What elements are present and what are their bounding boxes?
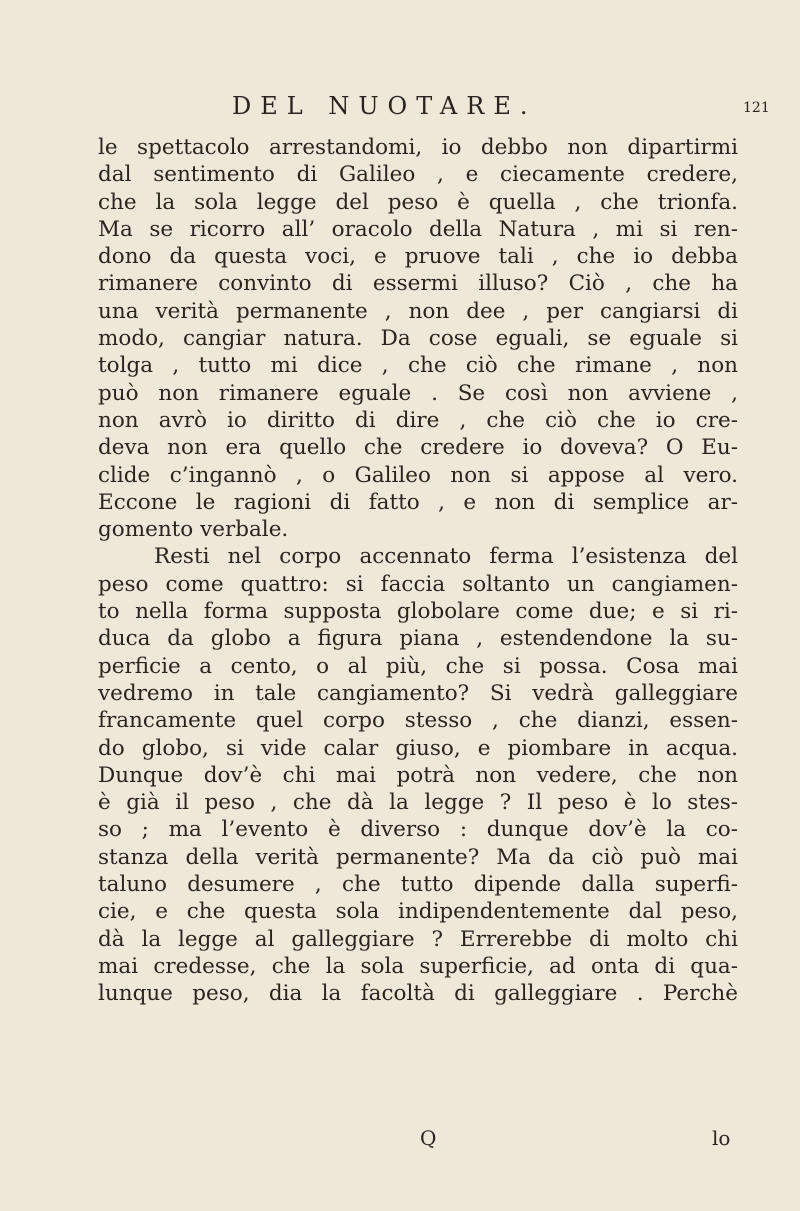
signature-mark: Q	[420, 1126, 437, 1150]
text-line: Resti nel corpo accennato ferma l’esistenza del	[154, 544, 738, 570]
paragraph	[98, 134, 738, 543]
text-line: francamente quel corpo stesso , che dianzi, essen-	[98, 708, 738, 734]
text-line: una verità permanente , non dee , per cangiarsi di	[98, 298, 738, 324]
text-line: Ma se ricorro all’ oracolo della Natura , mi si ren-	[98, 216, 738, 242]
text-line: che la sola legge del peso è quella , che trionfa.	[98, 189, 738, 215]
text-line: dal sentimento di Galileo , e ciecamente credere,	[98, 162, 738, 188]
page-header	[0, 92, 800, 126]
catchword: lo	[712, 1126, 731, 1150]
text-line: tolga , tutto mi dice , che ciò che rimane , non	[98, 353, 738, 379]
text-line: lunque peso, dia la facoltà di galleggiare . Perchè	[98, 981, 738, 1007]
text-line: dono da questa voci, e pruove tali , che io debba	[98, 244, 738, 270]
text-line: cie, e che questa sola indipendentemente dal peso,	[98, 899, 738, 925]
text-line: le spettacolo arrestandomi, io debbo non dipartirmi	[98, 135, 738, 160]
text-line: modo, cangiar natura. Da cose eguali, se eguale si	[98, 326, 738, 352]
body-text	[98, 134, 738, 1008]
text-line: peso come quattro: si faccia soltanto un cangiamen-	[98, 571, 738, 597]
paragraph	[98, 543, 738, 1007]
text-line: non avrò io diritto di dire , che ciò che io cre-	[98, 407, 738, 433]
text-line: duca da globo a figura piana , estendendone la su-	[98, 626, 738, 652]
text-line: do globo, si vide calar giuso, e piombare in acqua.	[98, 735, 738, 761]
text-line: rimanere convinto di essermi illuso? Ciò , che ha	[98, 271, 738, 297]
text-line: è già il peso , che dà la legge ? Il peso è lo stes-	[98, 790, 738, 816]
text-line: può non rimanere eguale . Se così non avviene ,	[98, 380, 738, 406]
text-line: deva non era quello che credere io doveva? O Eu-	[98, 435, 738, 461]
text-line: mai credesse, che la sola superficie, ad onta di qua-	[98, 953, 738, 979]
text-line: so ; ma l’evento è diverso : dunque dov’è la co-	[98, 817, 738, 843]
text-line: gomento verbale.	[98, 517, 289, 543]
text-line: Eccone le ragioni di fatto , e non di semplice ar-	[98, 489, 738, 515]
page-footer	[0, 1126, 800, 1152]
text-line: vedremo in tale cangiamento? Si vedrà galleggiare	[98, 680, 738, 706]
text-line: clide c’ingannò , o Galileo non si appose al vero.	[98, 462, 738, 488]
text-line: dà la legge al galleggiare ? Errerebbe di molto chi	[98, 926, 738, 952]
running-title: DEL NUOTARE.	[232, 92, 537, 120]
text-line: taluno desumere , che tutto dipende dalla superfi-	[98, 872, 738, 898]
text-line: perficie a cento, o al più, che si possa. Cosa mai	[98, 653, 738, 679]
text-line: stanza della verità permanente? Ma da ciò può mai	[98, 844, 738, 870]
text-line: to nella forma supposta globolare come due; e si ri-	[98, 599, 738, 625]
page-number: 121	[743, 100, 770, 116]
text-line: Dunque dov’è chi mai potrà non vedere, che non	[98, 762, 738, 788]
